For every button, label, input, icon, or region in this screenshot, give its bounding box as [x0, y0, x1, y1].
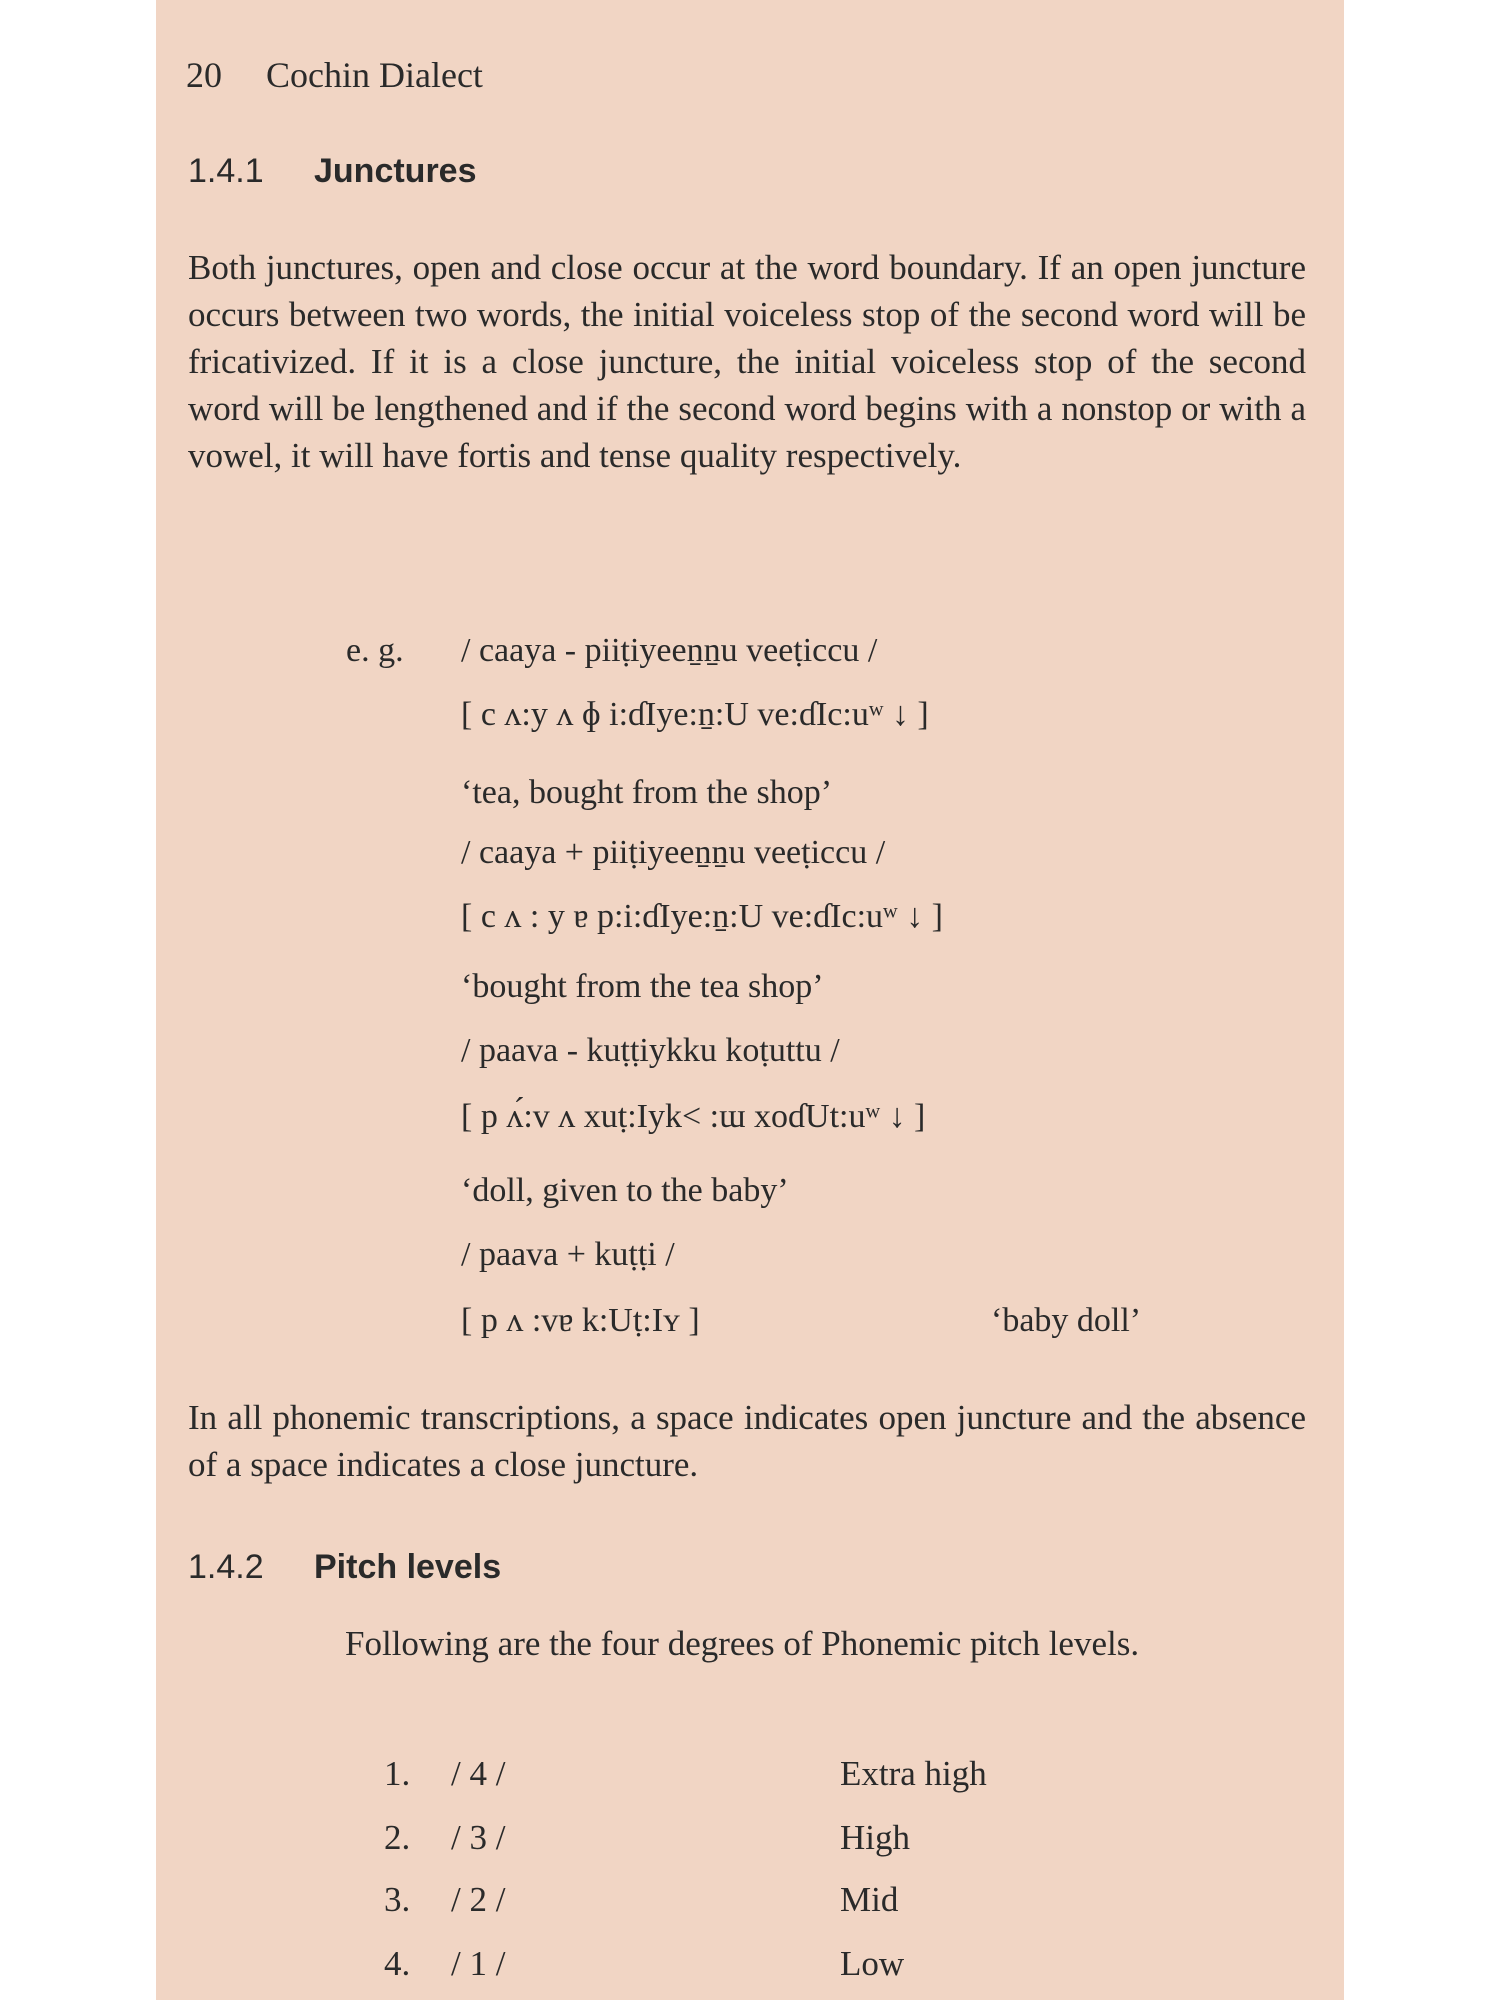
example-gloss: ‘bought from the tea shop’ — [461, 968, 824, 1005]
pitch-symbol: / 1 / — [451, 1944, 506, 1983]
pitch-name: Mid — [840, 1880, 899, 1919]
pitch-intro: Following are the four degrees of Phonemic pitch levels. — [345, 1624, 1140, 1663]
list-index: 1. — [384, 1754, 411, 1793]
page-number: 20 — [186, 55, 222, 95]
example-line: [ p ʌ :vɐ k:Uṭ:Iʏ ] — [461, 1302, 700, 1339]
transcription-note: In all phonemic transcriptions, a space indicates open juncture and the absence of a space indicates a close juncture. — [188, 1398, 1306, 1484]
pitch-name: High — [840, 1818, 910, 1857]
list-index: 3. — [384, 1880, 411, 1919]
example-line: [ c ʌ : y ɐ p:i:ɗIye:ṉ:U ve:ɗIc:uʷ ↓ ] — [461, 898, 943, 935]
example-line: / paava + kuṭṭi / — [461, 1236, 675, 1273]
pitch-symbol: / 3 / — [451, 1818, 506, 1857]
list-index: 2. — [384, 1818, 411, 1857]
section-title: Pitch levels — [314, 1548, 502, 1586]
example-line: [ p ʌ́:v ʌ xuṭ:Iyk< :ɯ xoɗUt:uʷ ↓ ] — [461, 1098, 926, 1135]
junctures-paragraph: Both junctures, open and close occur at the word boundary. If an open juncture occurs between two words, the initial voiceless stop of the second word will be fricativized. If it is a close juncture, the initial voiceless stop of the second word will be lengthened and if the second word begins with a nonstop or with a vowel, it will have fortis and tense quality respectively. — [188, 248, 1306, 475]
example-label: e. g. — [346, 632, 404, 669]
list-index: 4. — [384, 1944, 411, 1983]
pitch-symbol: / 4 / — [451, 1754, 506, 1793]
example-gloss: ‘tea, bought from the shop’ — [461, 774, 833, 811]
example-line: / caaya - piiṭiyeeṉṉu veeṭiccu / — [461, 632, 878, 669]
section-number: 1.4.2 — [188, 1548, 264, 1586]
example-line: [ c ʌ:y ʌ ɸ i:ɗIye:ṉ:U ve:ɗIc:uʷ ↓ ] — [461, 696, 929, 733]
running-title: Cochin Dialect — [266, 55, 483, 95]
pitch-symbol: / 2 / — [451, 1880, 506, 1919]
section-number: 1.4.1 — [188, 152, 264, 190]
example-gloss: ‘doll, given to the baby’ — [461, 1172, 789, 1209]
section-title: Junctures — [314, 152, 477, 190]
pitch-name: Low — [840, 1944, 905, 1983]
pitch-name: Extra high — [840, 1754, 987, 1793]
example-gloss: ‘baby doll’ — [991, 1302, 1142, 1339]
book-page — [156, 0, 1344, 2000]
example-line: / caaya + piiṭiyeeṉṉu veeṭiccu / — [461, 834, 886, 871]
example-line: / paava - kuṭṭiykku koṭuttu / — [461, 1032, 840, 1069]
